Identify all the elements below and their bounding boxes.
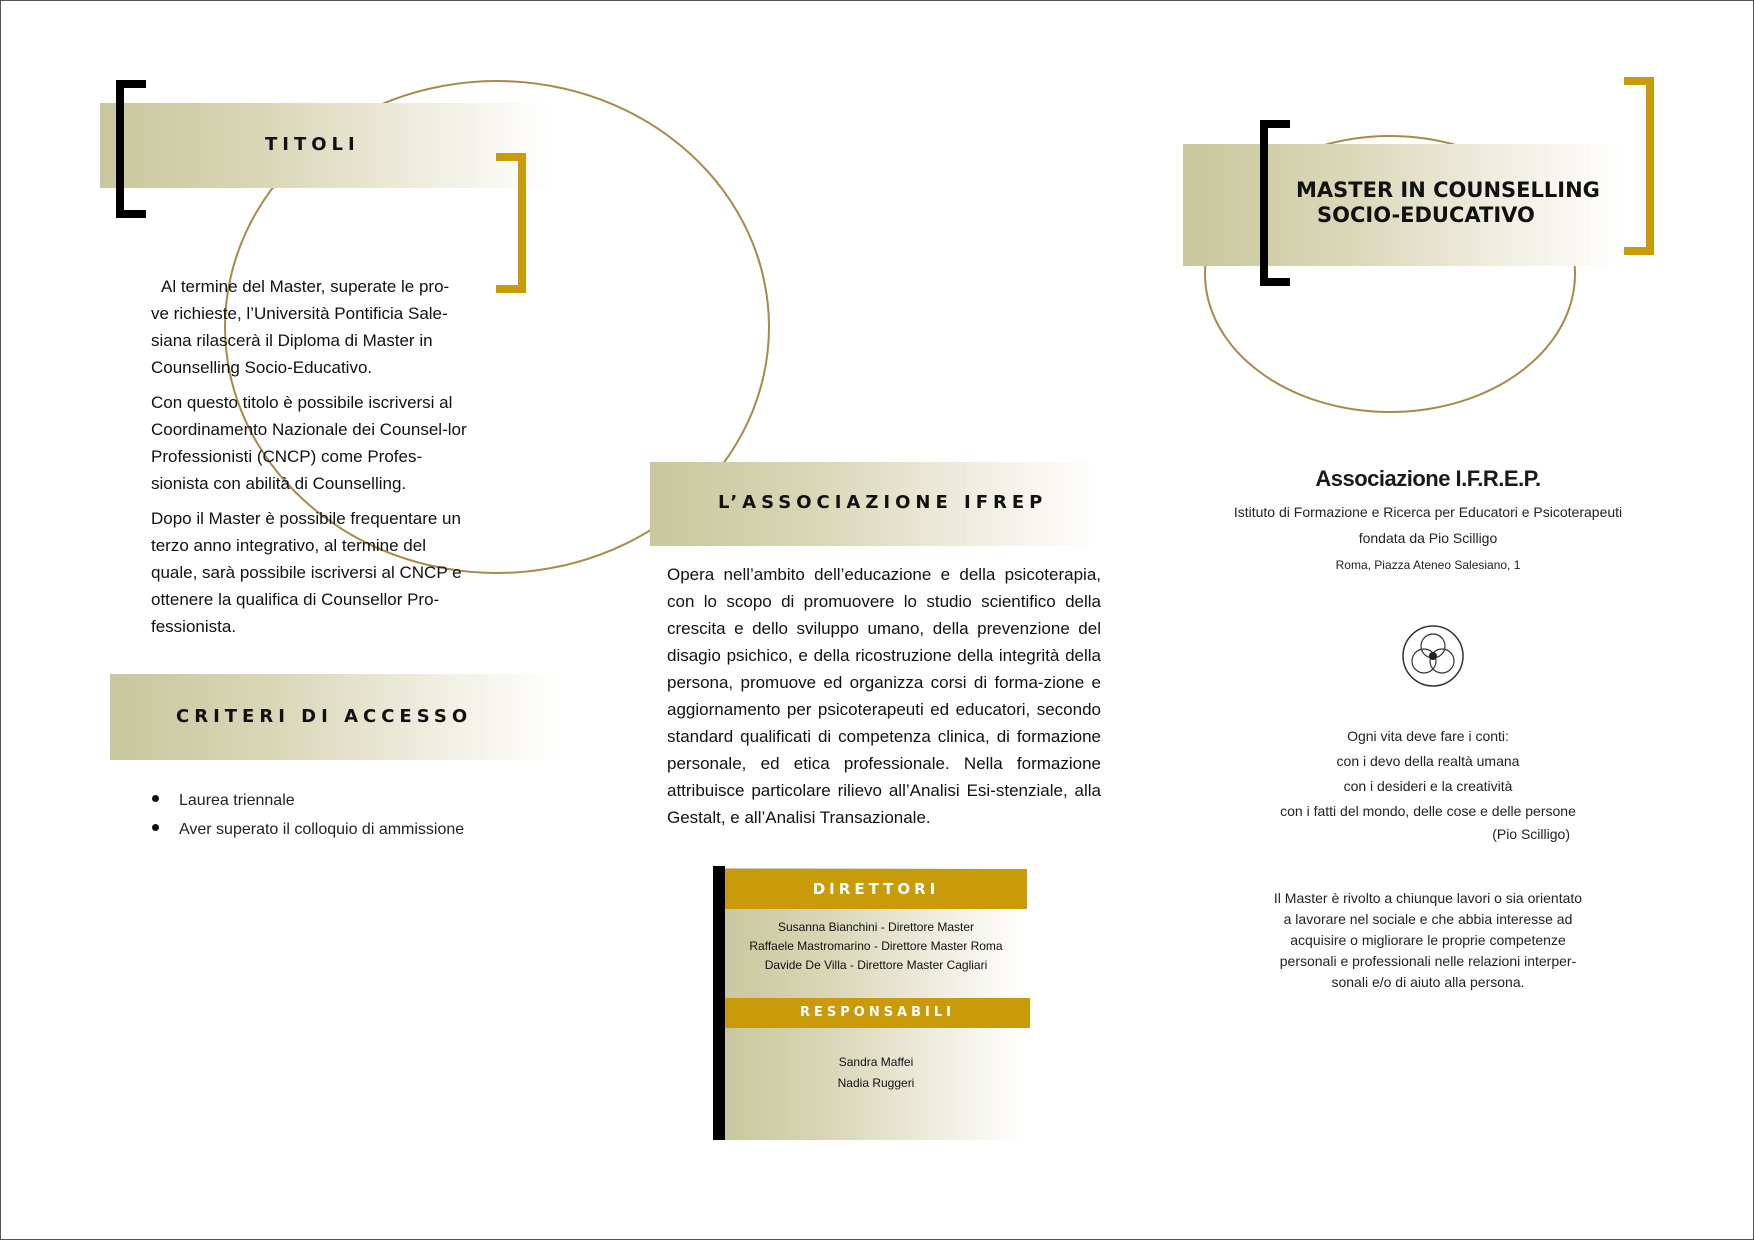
titoli-text-block [151,273,467,648]
responsabili-list [725,1052,1027,1094]
target-line: a lavorare nel sociale e che abbia interesse ad [1283,911,1573,927]
gold-bracket-left [496,153,526,293]
target-line: personali e professionali nelle relazioni interper- [1279,953,1577,969]
master-title-line-1: MASTER IN COUNSELLING [1296,178,1600,202]
quote-line: con i fatti del mondo, delle cose e delle persone [1280,803,1576,819]
direttore-line: Davide De Villa - Direttore Master Cagliari [764,958,988,972]
quote-line: Ogni vita deve fare i conti: [1347,728,1509,744]
associazione-header-band [650,462,1102,546]
gold-bracket-right [1624,77,1654,255]
list-item [152,786,552,815]
quote-author: (Pio Scilligo) [1492,826,1570,842]
direttori-bar [725,869,1027,909]
master-title-line-2: SOCIO-EDUCATIVO [1317,203,1535,227]
target-audience-text [1198,888,1658,993]
responsabili-heading: RESPONSABILI [799,1005,955,1020]
association-full-name: Istituto di Formazione e Ricerca per Educatori e Psicoterapeuti [1233,504,1623,520]
quote-block [1198,724,1658,844]
titoli-paragraph-1: Al termine del Master, superate le pro-ve richieste, l’Università Pontificia Sale-siana rilascerà il Diploma di Master in Counselling Socio-Educativo. [151,277,450,377]
list-item-text: Laurea triennale [179,792,295,809]
black-bracket-left [116,80,146,218]
association-address: Roma, Piazza Ateneo Salesiano, 1 [1335,558,1521,572]
association-info [1198,466,1658,572]
titoli-heading: TITOLI [265,134,360,155]
responsabile-line: Sandra Maffei [838,1055,914,1069]
target-line: sonali e/o di aiuto alla persona. [1331,974,1525,990]
responsabili-bar [725,998,1030,1028]
association-founder: fondata da Pio Scilligo [1358,530,1498,546]
titoli-header-band [100,103,555,188]
direttori-list [725,918,1027,975]
responsabile-line: Nadia Ruggeri [837,1076,915,1090]
list-item-text: Aver superato il colloquio di ammissione [179,821,465,838]
bullet-icon [152,795,159,802]
associazione-text: Opera nell’ambito dell’educazione e della psicoterapia, con lo scopo di promuovere lo studio scientifico della crescita e dello sviluppo umano, della prevenzione del disagio psichico, e della ricostruzione della integrità della persona, promuove ed organizza corsi di forma-zione e aggiornamento per psicoterapeuti ed educatori, secondo standard qualificati di competenza clinica, di formazione personale, ed etica professionale. Nella formazione attribuisce particolare rilievo all’Analisi Esi-stenziale, alla Gestalt, e all’Analisi Transazionale. [667,565,1101,827]
criteri-header-band [110,674,560,760]
associazione-heading: L’ASSOCIAZIONE IFREP [718,492,1048,513]
list-item [152,815,552,844]
quote-line: con i desideri e la creatività [1343,778,1513,794]
association-name: Associazione I.F.R.E.P. [1315,466,1541,491]
direttore-line: Susanna Bianchini - Direttore Master [777,920,975,934]
titoli-paragraph-2: Con questo titolo è possibile iscriversi al Coordinamento Nazionale dei Counsel-lor Professionisti (CNCP) come Profes-sionista con abilità di Counselling. [151,393,467,493]
bullet-icon [152,824,159,831]
direttore-line: Raffaele Mastromarino - Direttore Master Roma [749,939,1003,953]
target-line: acquisire o migliorare le proprie competenze [1290,932,1566,948]
target-line: Il Master è rivolto a chiunque lavori o sia orientato [1273,890,1583,906]
black-bracket-right [1260,120,1290,286]
criteri-heading: CRITERI DI ACCESSO [176,706,473,727]
staff-box-black-bar [713,866,725,1140]
direttori-heading: DIRETTORI [812,880,940,898]
criteri-list [152,786,552,844]
master-title [1290,178,1650,228]
quote-line: con i devo della realtà umana [1336,753,1520,769]
titoli-paragraph-3: Dopo il Master è possibile frequentare un terzo anno integrativo, al termine del quale, sarà possibile iscriversi al CNCP e ottenere la qualifica di Counsellor Pro-fessionista. [151,509,462,636]
trefoil-logo-icon [1400,623,1466,689]
